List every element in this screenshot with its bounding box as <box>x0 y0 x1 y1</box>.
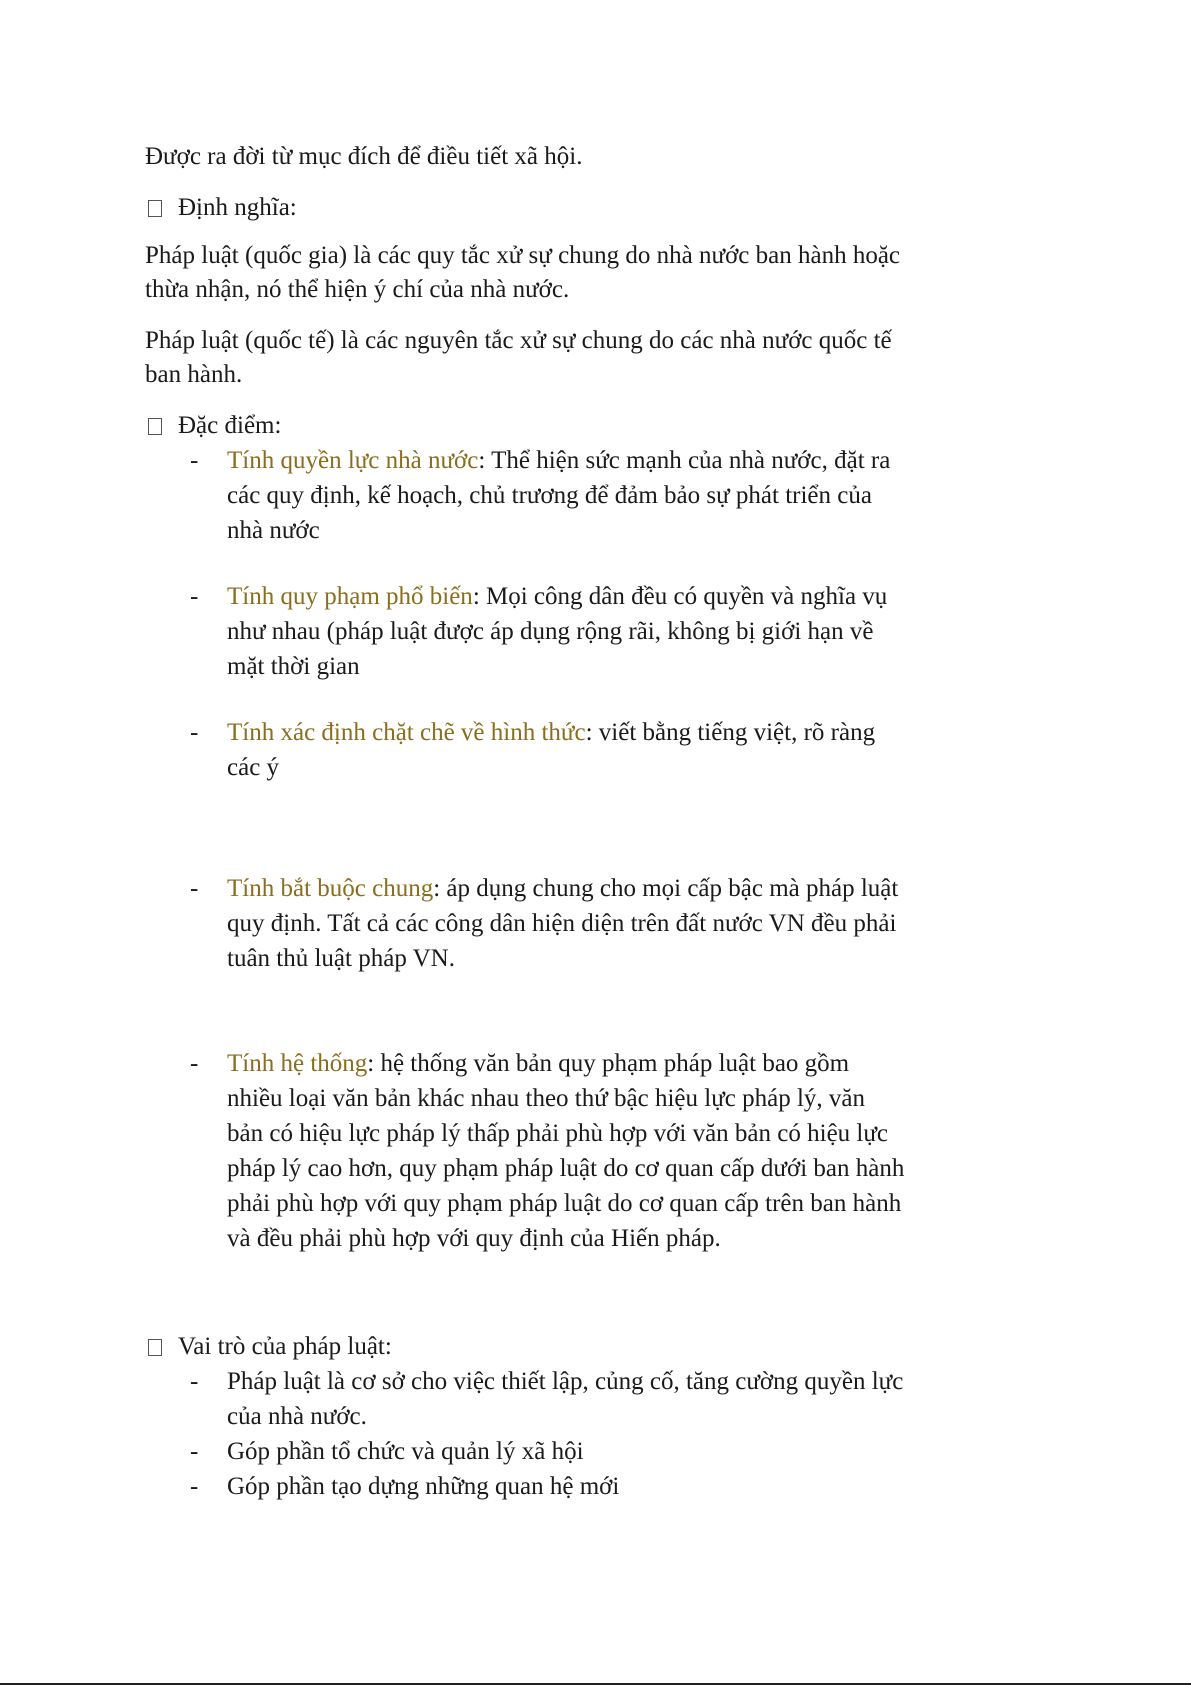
definition-national: Pháp luật (quốc gia) là các quy tắc xử sự chung do nhà nước ban hành hoặc thừa nhận, nó thể hiện ý chí của nhà nước. <box>145 242 901 303</box>
feature-item-universal-norm <box>145 579 905 684</box>
definition-heading-text: Định nghĩa: <box>178 194 297 221</box>
role-item <box>145 1364 905 1434</box>
feature-term: Tính xác định chặt chẽ về hình thức <box>227 719 586 746</box>
definition-heading <box>145 191 905 225</box>
dash-marker: - <box>190 1368 199 1395</box>
feature-item-general-obligation <box>145 871 905 976</box>
definition-international: Pháp luật (quốc tế) là các nguyên tắc xử sự chung do các nhà nước quốc tế ban hành. <box>145 327 892 388</box>
role-item <box>145 1469 905 1504</box>
role-item <box>145 1434 905 1469</box>
dash-marker: - <box>190 875 199 902</box>
roles-heading-text: Vai trò của pháp luật: <box>178 1333 392 1360</box>
checkbox-bullet-icon <box>148 418 162 435</box>
features-list <box>145 443 905 1256</box>
dash-marker: - <box>190 1438 199 1465</box>
document-page <box>145 140 905 1504</box>
feature-text: : áp dụng chung cho mọi cấp bậc mà pháp luật quy định. Tất cả các công dân hiện diện trên đất nước VN đều phải tuân thủ luật pháp VN. <box>227 875 899 972</box>
checkbox-bullet-icon <box>148 200 162 217</box>
dash-marker: - <box>190 1050 199 1077</box>
feature-item-authority <box>145 443 905 548</box>
features-heading-text: Đặc điểm: <box>178 412 282 439</box>
role-text: Góp phần tạo dựng những quan hệ mới <box>227 1473 620 1500</box>
feature-item-formal-definiteness <box>145 715 905 785</box>
dash-marker: - <box>190 447 199 474</box>
feature-term: Tính hệ thống <box>227 1050 368 1077</box>
dash-marker: - <box>190 583 199 610</box>
feature-term: Tính bắt buộc chung <box>227 875 434 902</box>
roles-list <box>145 1364 905 1504</box>
dash-marker: - <box>190 1473 199 1500</box>
checkbox-bullet-icon <box>148 1339 162 1356</box>
intro-paragraph: Được ra đời từ mục đích để điều tiết xã hội. <box>145 143 583 170</box>
feature-text: : Thể hiện sức mạnh của nhà nước, đặt ra các quy định, kế hoạch, chủ trương để đảm bảo sự phát triển của nhà nước <box>227 447 891 544</box>
feature-text: : viết bằng tiếng việt, rõ ràng các ý <box>227 719 876 781</box>
features-heading <box>145 409 905 443</box>
feature-term: Tính quy phạm phổ biến <box>227 583 473 610</box>
role-text: Góp phần tổ chức và quản lý xã hội <box>227 1438 584 1465</box>
roles-heading <box>145 1330 905 1364</box>
feature-item-systematic <box>145 1046 905 1256</box>
role-text: Pháp luật là cơ sở cho việc thiết lập, củng cố, tăng cường quyền lực của nhà nước. <box>227 1368 904 1430</box>
feature-text: : hệ thống văn bản quy phạm pháp luật bao gồm nhiều loại văn bản khác nhau theo thứ bậc hiệu lực pháp lý, văn bản có hiệu lực pháp lý thấp phải phù hợp với văn bản có hiệu lực pháp lý cao hơn, quy phạm pháp luật do cơ quan cấp dưới ban hành phải phù hợp với quy phạm pháp luật do cơ quan cấp trên ban hành và đều phải phù hợp với quy định của Hiến pháp. <box>227 1050 905 1252</box>
feature-term: Tính quyền lực nhà nước <box>227 447 479 474</box>
feature-text: : Mọi công dân đều có quyền và nghĩa vụ như nhau (pháp luật được áp dụng rộng rãi, không bị giới hạn về mặt thời gian <box>227 583 888 680</box>
dash-marker: - <box>190 719 199 746</box>
